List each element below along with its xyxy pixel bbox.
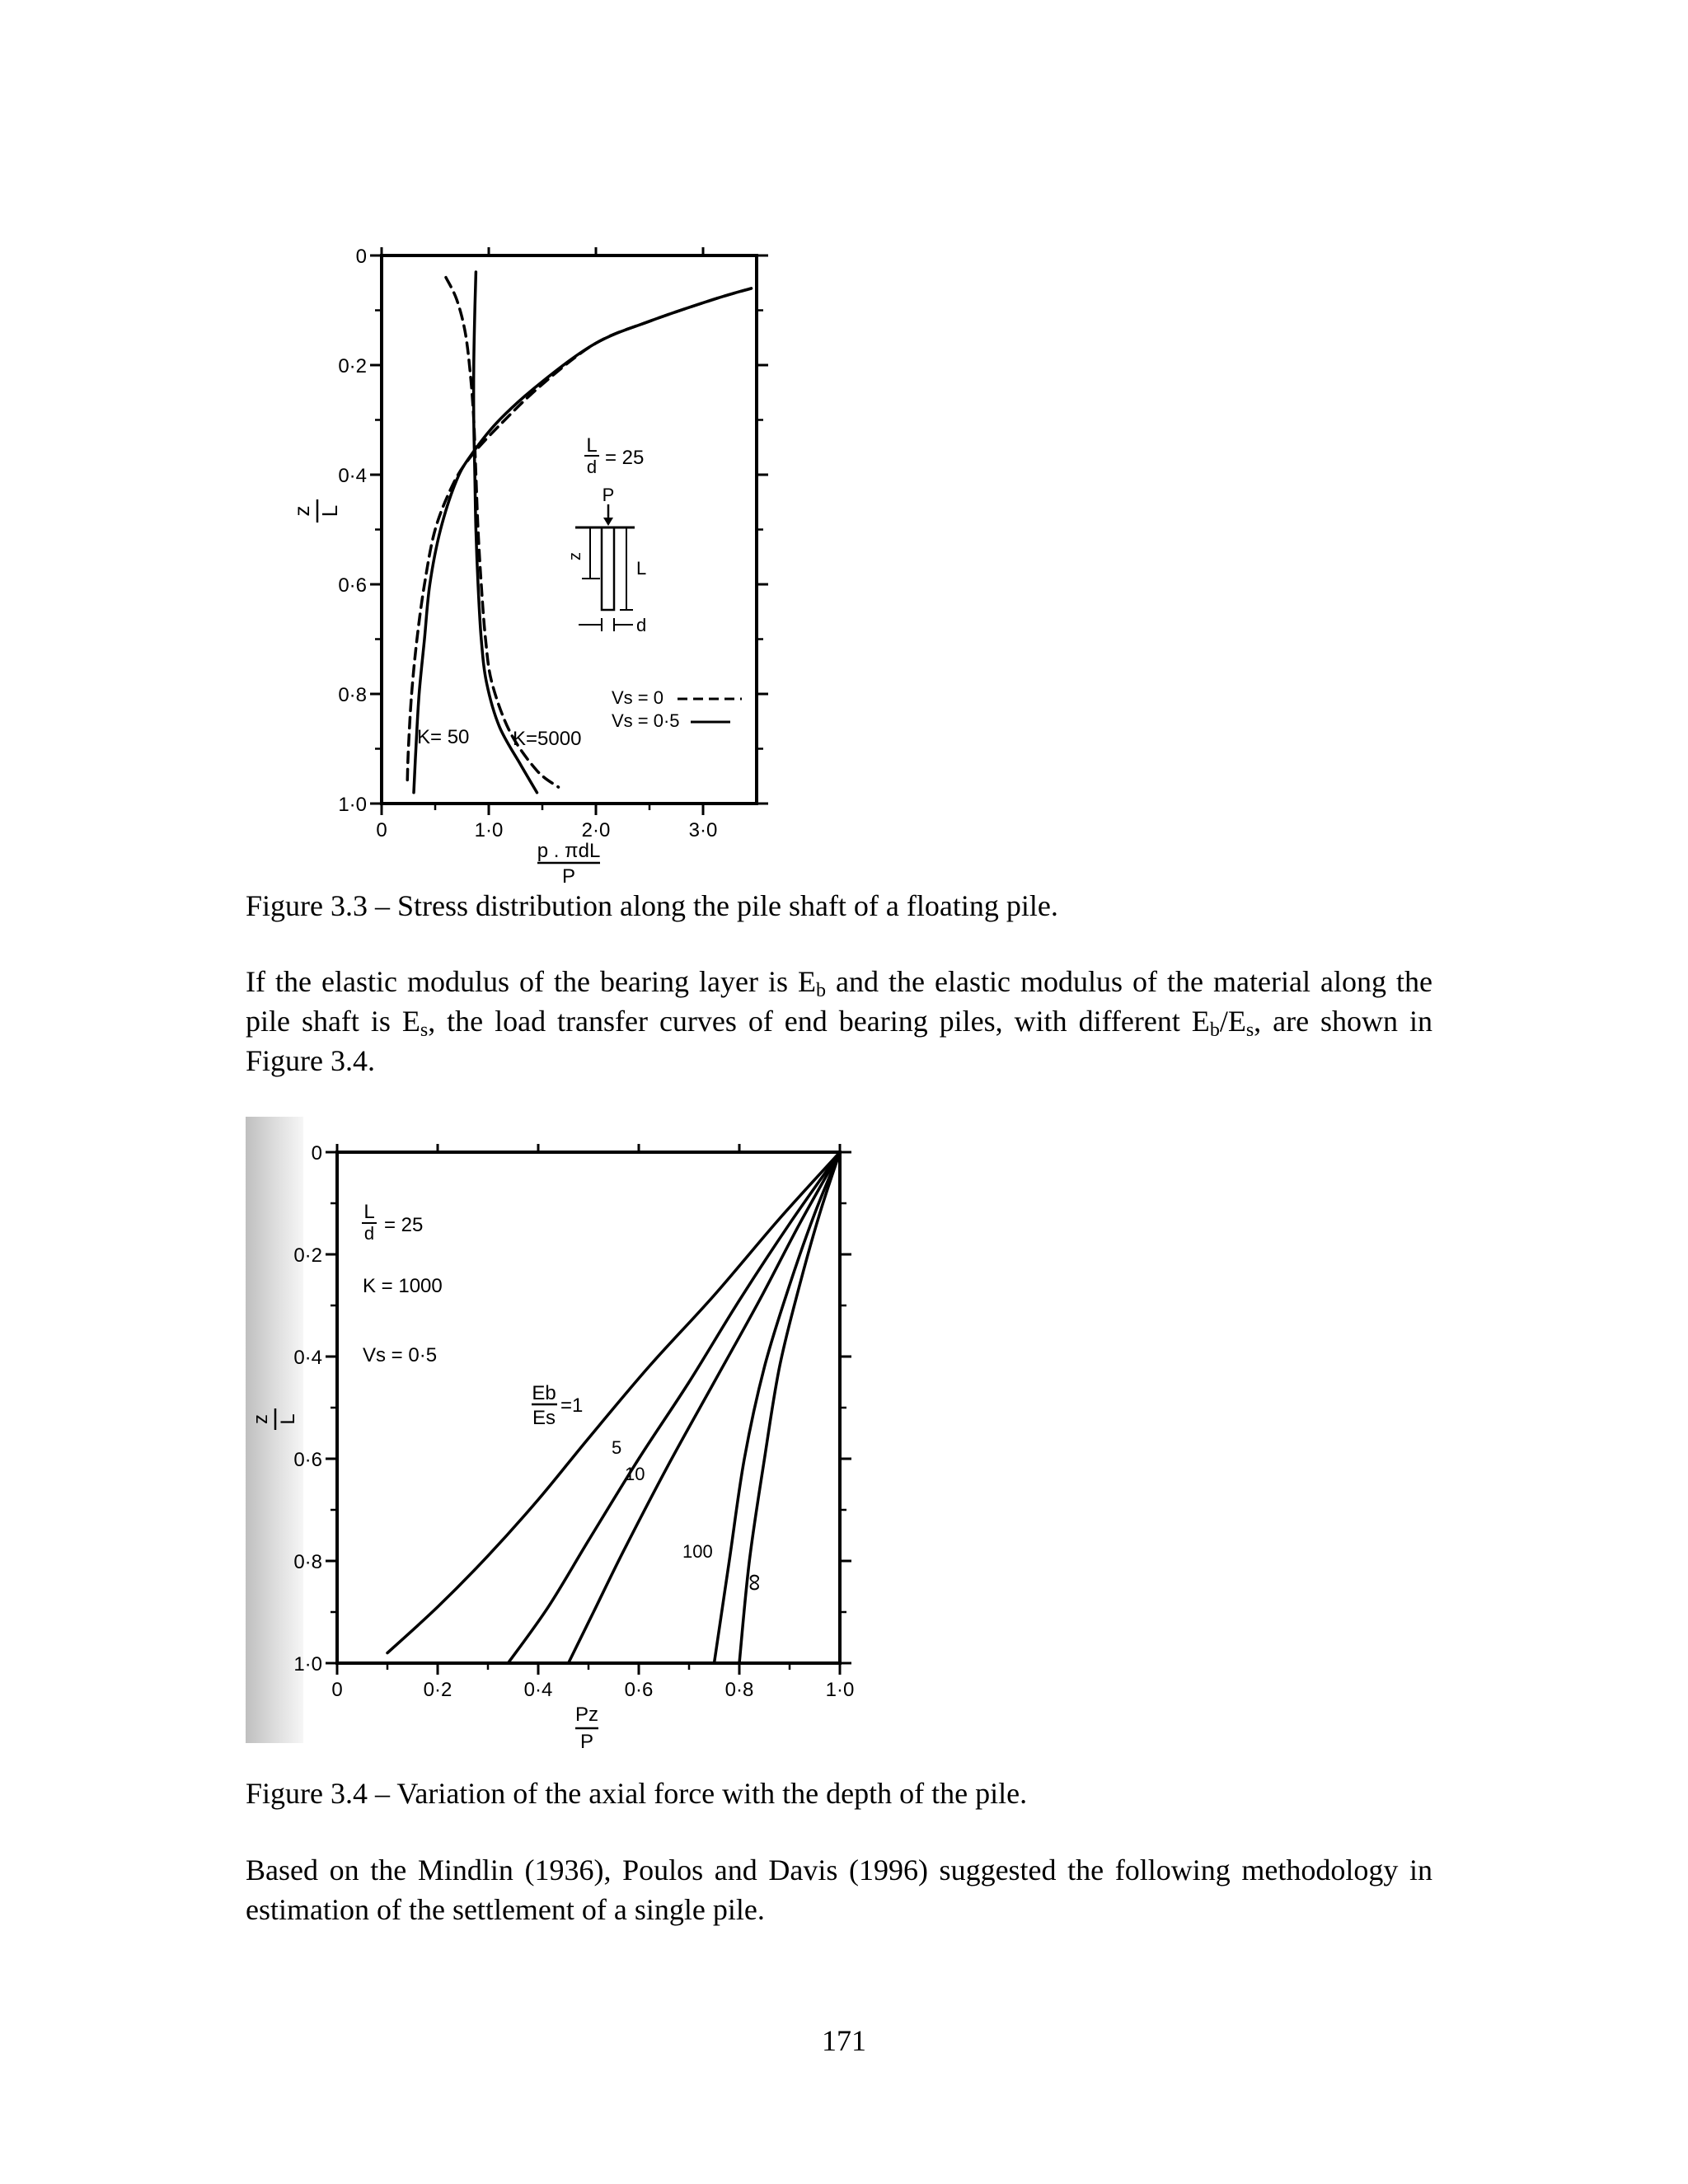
param-ratio-den: d [363,1223,375,1244]
curve-label-infinity: ∞ [740,1573,767,1591]
p1-text-1: If the elastic modulus of the bearing layer is E [246,965,816,998]
inset-ratio-num: L [586,434,598,457]
inset-load-label: P [602,485,615,505]
f2-xtick-label: 0·2 [423,1679,452,1701]
f1-ytick-label: 0·2 [338,355,367,377]
param-ratio-num: L [363,1201,375,1223]
f2-curve-eb10 [569,1152,840,1663]
inset-ratio-val: = 25 [605,447,645,469]
y-label-den: L [317,504,342,518]
f2-ytick-label: 0·2 [293,1244,322,1267]
f2-xtick-label: 1·0 [825,1679,855,1701]
p1-sub-3: b [1209,1019,1220,1041]
p1-text-4: /E [1219,1005,1246,1038]
f2-curve-eb100 [715,1152,841,1663]
f1-xtick-label: 1·0 [474,819,504,841]
chart-parameters [362,1201,443,1366]
f2-xtick-label: 0·6 [624,1679,654,1701]
f1-ytick-label: 0·4 [338,465,367,487]
page-number: 171 [822,2024,866,2057]
inset-ratio-den: d [586,457,598,477]
f1-xtick-label: 2·0 [581,819,611,841]
legend-solid-label: Vs = 0·5 [612,710,680,731]
f2-ytick-label: 1·0 [293,1653,322,1675]
f2-ytick-label: 0·4 [293,1347,322,1369]
eb-label-val: =1 [560,1394,584,1417]
param-ratio-val: = 25 [384,1214,424,1236]
f2-xtick-label: 0·4 [523,1679,553,1701]
curve-label-k5000: K=5000 [513,728,582,750]
f1-xtick-label: 0 [376,819,387,841]
y2-label-num: z [250,1414,272,1424]
eb-label-num: Eb [532,1382,556,1404]
f1-ytick-label: 0 [355,246,367,268]
curves-2 [387,1152,840,1663]
figure-3-3-caption: Figure 3.3 – Stress distribution along the pile shaft of a floating pile. [246,889,1058,922]
inset-l-label: L [636,558,647,579]
x2-label-den: P [579,1731,594,1753]
f1-xtick-label: 3·0 [688,819,718,841]
x-label-den: P [561,865,576,888]
p1-sub-1: b [816,980,826,1001]
f1-ytick-label: 1·0 [338,794,367,816]
inset-d-label: d [636,615,647,635]
p1-sub-4: s [1245,1019,1254,1041]
curve-label-k50: K= 50 [417,726,470,748]
eb-label-den: Es [532,1407,556,1429]
x2-label-num: Pz [574,1704,599,1726]
x-axis-label-2 [575,1704,598,1753]
x-label-num: p . πdL [537,840,601,862]
figure-3-4-caption: Figure 3.4 – Variation of the axial force with the depth of the pile. [246,1777,1028,1810]
eb-es-label [532,1382,583,1429]
y-label-num: z [289,505,314,517]
p1-text-2: and the elastic modulus of the material along the pile shaft is E [246,965,1432,1038]
y2-label-den: L [277,1413,299,1425]
curve-label-100: 100 [682,1541,713,1562]
f1-ytick-label: 0·8 [338,684,367,706]
f1-ytick-label: 0·6 [338,574,367,597]
f2-xtick-label: 0·8 [724,1679,754,1701]
f2-curve-eb5 [508,1152,840,1663]
f2-ytick-label: 0·6 [293,1449,322,1471]
p1-sub-2: s [420,1019,429,1041]
f2-ytick-label: 0·8 [293,1551,322,1573]
p1-text-5: , are shown in Figure 3.4. [246,1005,1432,1077]
inset-z-label: z [566,552,584,560]
param-k: K = 1000 [363,1275,443,1297]
param-vs: Vs = 0·5 [363,1344,438,1366]
f2-ytick-label: 0 [311,1142,322,1165]
p1-text-3: , the load transfer curves of end bearing piles, with different E [428,1005,1210,1038]
f2-xtick-label: 0 [331,1679,343,1701]
curve-label-10: 10 [625,1464,645,1484]
paragraph-methodology: Based on the Mindlin (1936), Poulos and Davis (1996) suggested the following methodology in estimation of the settlement of a single pile. [246,1854,1432,1926]
legend-dashed-label: Vs = 0 [612,687,663,708]
curve-label-5: 5 [612,1437,622,1458]
